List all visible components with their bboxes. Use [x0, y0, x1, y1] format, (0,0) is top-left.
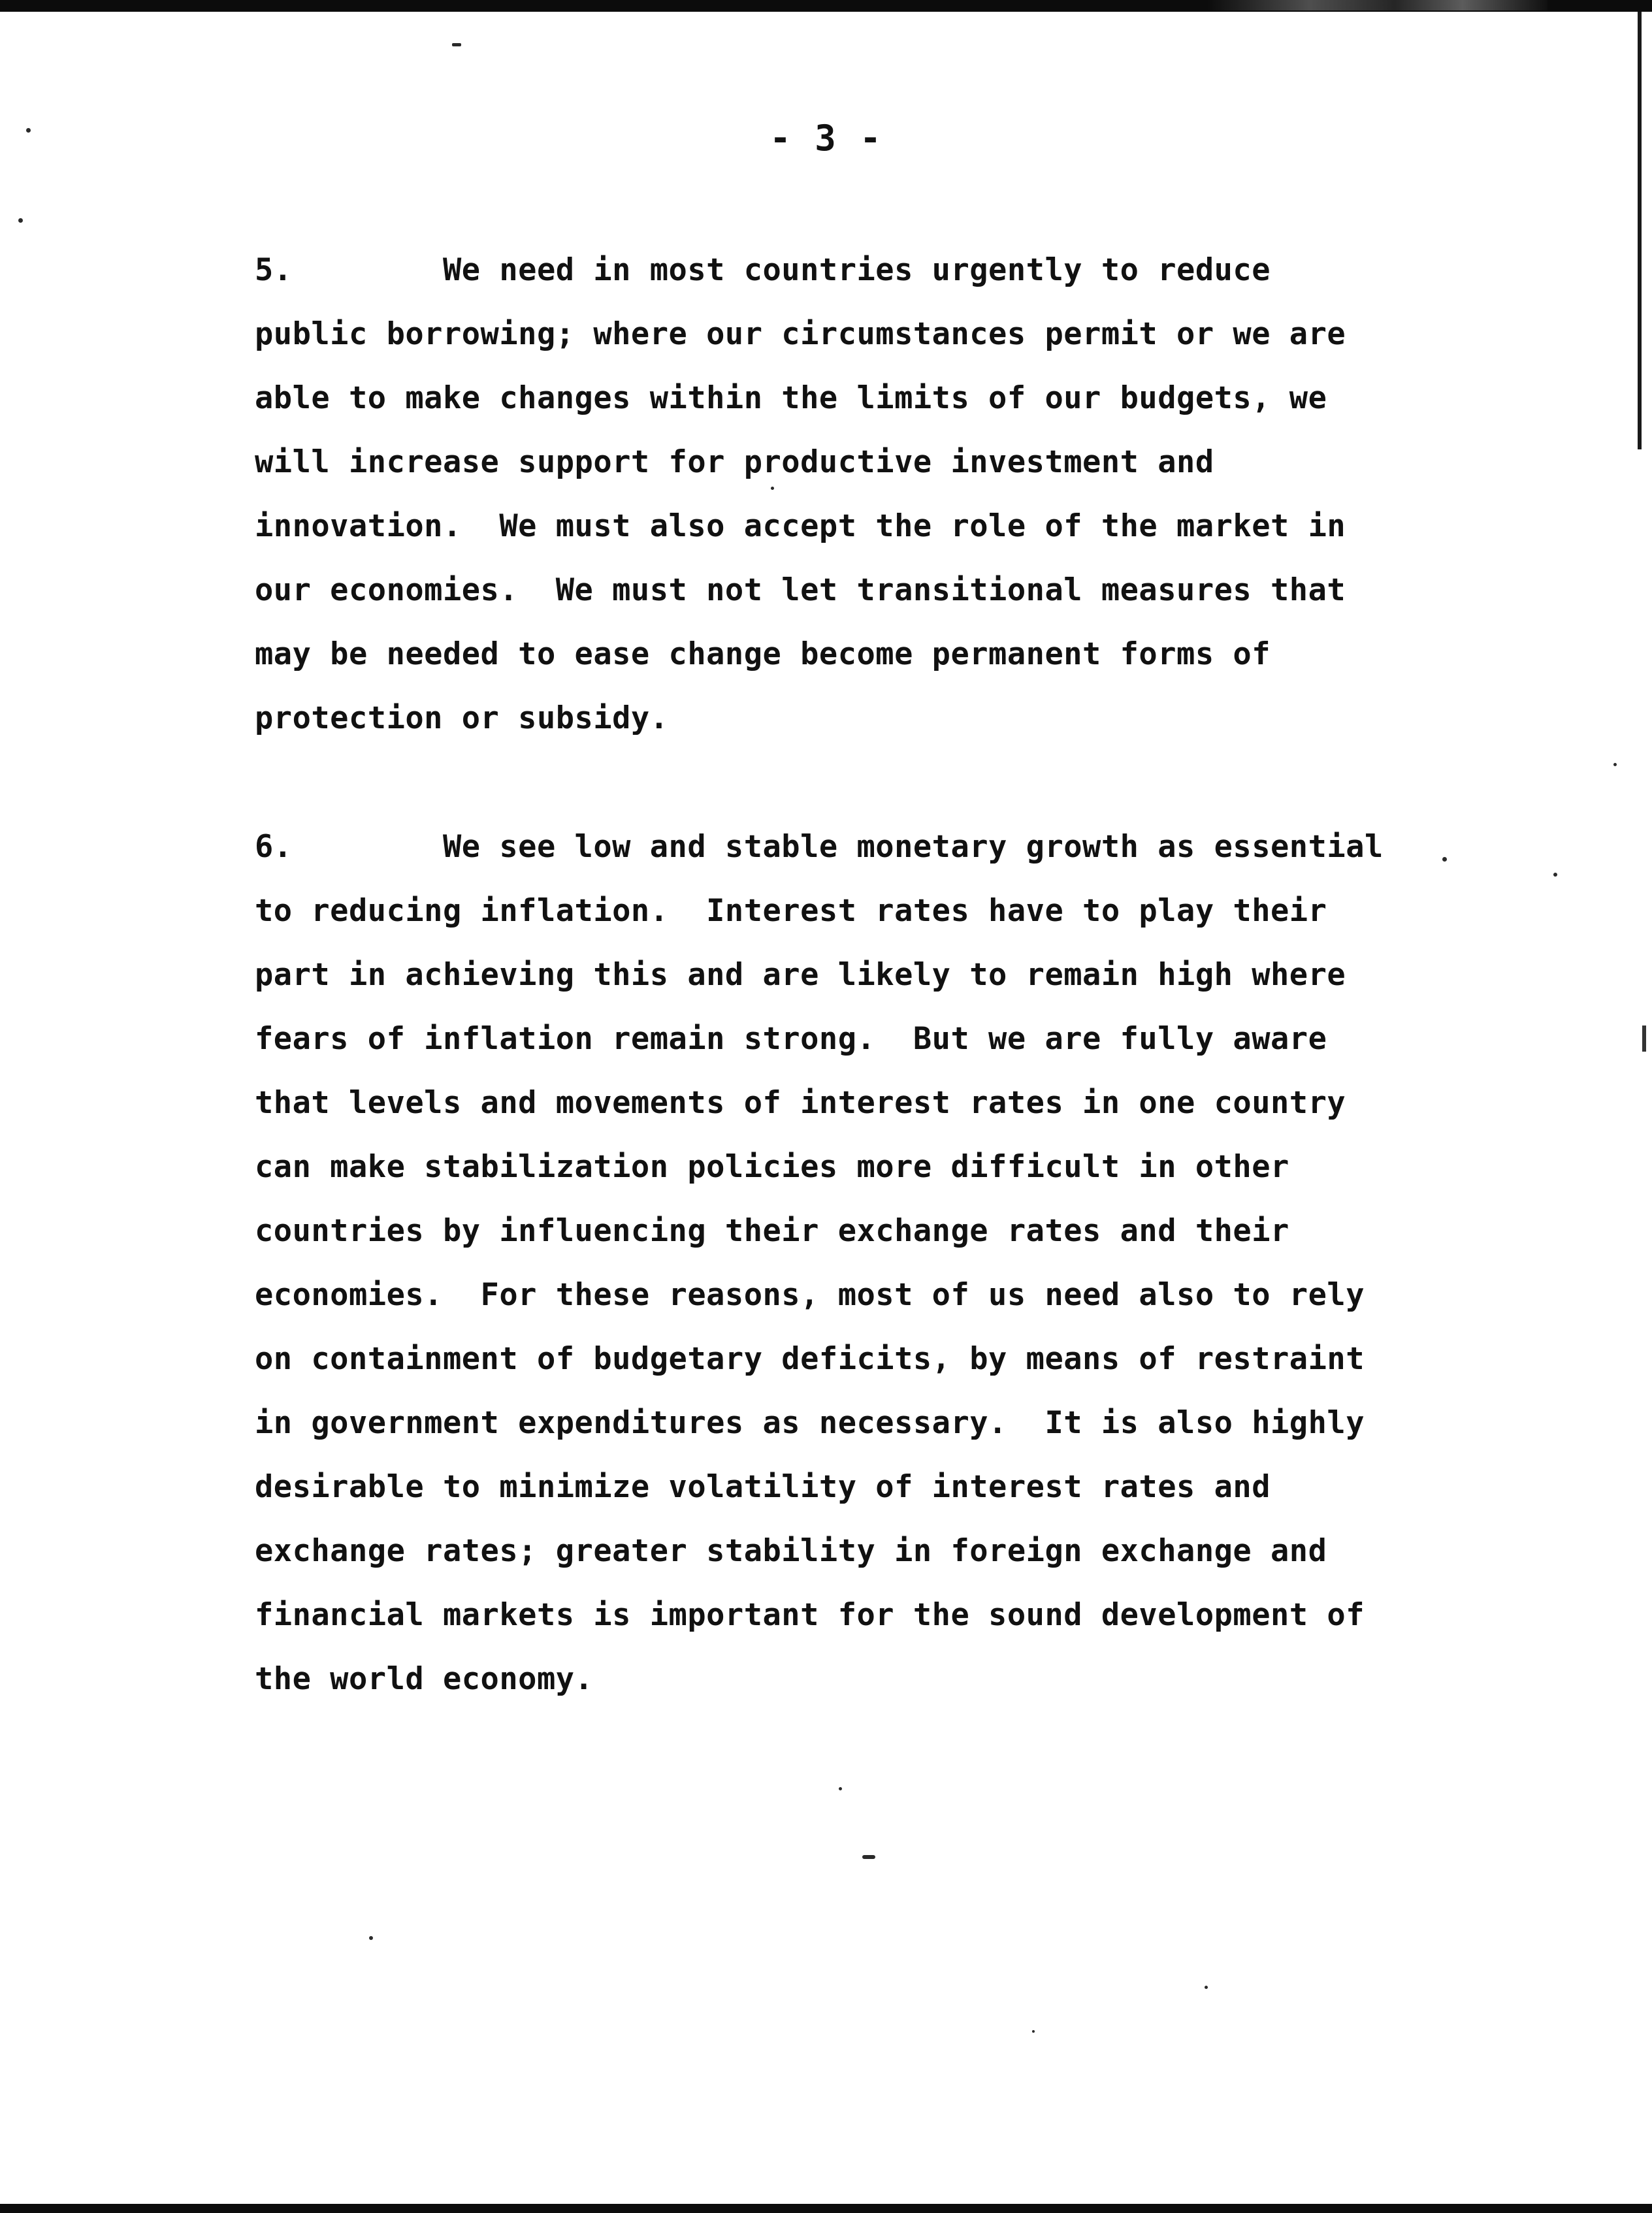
paragraph-5 — [255, 238, 1470, 751]
text-line: economies. For these reasons, most of us need also to rely — [255, 1277, 1365, 1313]
text-line: fears of inflation remain strong. But we are fully aware — [255, 1021, 1327, 1057]
text-line: innovation. We must also accept the role of the market in — [255, 508, 1346, 544]
text-line: our economies. We must not let transitional measures that — [255, 572, 1346, 608]
text-line: 5. We need in most countries urgently to reduce — [255, 252, 1271, 288]
text-line: the world economy. — [255, 1661, 594, 1697]
text-line: financial markets is important for the sound development of — [255, 1597, 1365, 1633]
text-line: to reducing inflation. Interest rates have to play their — [255, 893, 1327, 929]
text-line: countries by influencing their exchange rates and their — [255, 1213, 1289, 1249]
page-number: - 3 - — [769, 118, 883, 159]
scan-speck — [452, 43, 461, 46]
text-line: on containment of budgetary deficits, by means of restraint — [255, 1341, 1365, 1377]
text-line: will increase support for productive investment and — [255, 444, 1214, 480]
text-line: 6. We see low and stable monetary growth as essential — [255, 829, 1384, 865]
text-line: can make stabilization policies more difficult in other — [255, 1149, 1289, 1185]
scan-speck — [1613, 763, 1617, 766]
scan-top-smudge — [1208, 0, 1547, 10]
text-line: exchange rates; greater stability in foreign exchange and — [255, 1533, 1327, 1569]
text-line: that levels and movements of interest rates in one country — [255, 1085, 1346, 1121]
scan-speck — [18, 218, 23, 223]
text-line: desirable to minimize volatility of interest rates and — [255, 1469, 1271, 1505]
text-line: in government expenditures as necessary. It is also highly — [255, 1405, 1365, 1441]
scan-speck — [839, 1787, 842, 1790]
text-line: public borrowing; where our circumstances permit or we are — [255, 316, 1346, 352]
scan-speck — [369, 1936, 373, 1940]
text-line: protection or subsidy. — [255, 700, 669, 736]
text-line: may be needed to ease change become permanent forms of — [255, 636, 1271, 672]
scan-speck — [1553, 873, 1557, 877]
scan-bottom-border — [0, 2204, 1652, 2213]
scan-right-edge-mark — [1642, 1026, 1646, 1052]
paragraph-6 — [255, 815, 1470, 1711]
text-line: able to make changes within the limits of our budgets, we — [255, 380, 1327, 416]
scan-right-edge — [1638, 12, 1642, 449]
scan-speck — [1032, 2030, 1035, 2033]
scan-speck — [862, 1855, 875, 1859]
text-line: part in achieving this and are likely to remain high where — [255, 957, 1346, 993]
scan-speck — [1205, 1986, 1208, 1989]
